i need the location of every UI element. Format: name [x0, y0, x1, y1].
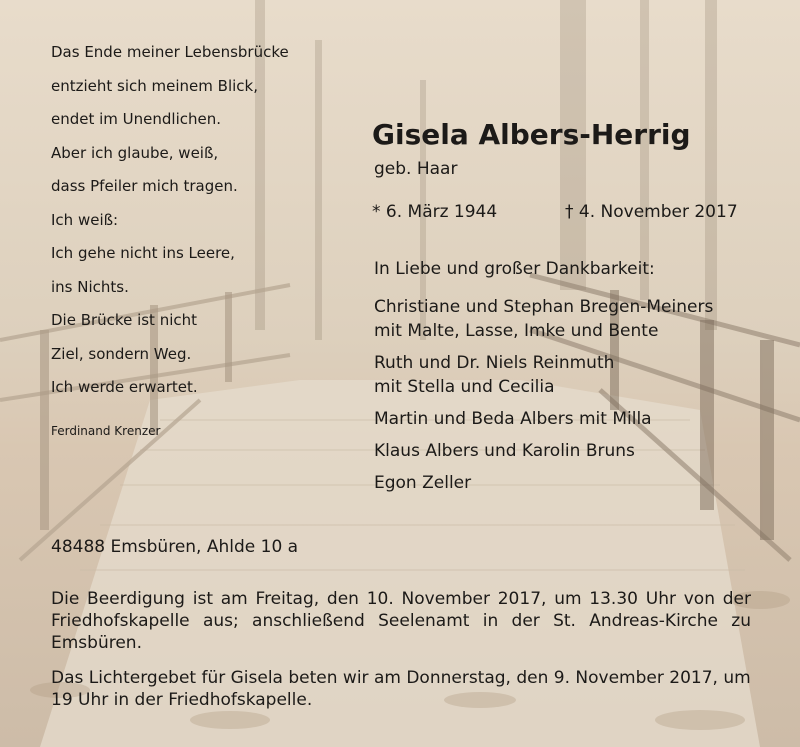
poem-line: Die Brücke ist nicht: [51, 311, 198, 329]
mourner-line: mit Stella und Cecilia: [374, 377, 555, 397]
poem-line: ins Nichts.: [51, 277, 129, 296]
deceased-name: Gisela Albers-Herrig: [372, 118, 691, 151]
mourners-list: [374, 295, 774, 503]
mourner-entry: [374, 407, 774, 431]
mourner-line: Christiane und Stephan Bregen-Meiners: [374, 297, 714, 317]
address: 48488 Emsbüren, Ahlde 10 a: [51, 537, 299, 557]
mourner-entry: [374, 439, 774, 463]
mourner-line: Ruth und Dr. Niels Reinmuth: [374, 353, 615, 373]
prayer-notice: Das Lichtergebet für Gisela beten wir am Donnerstag, den 9. November 2017, um 19 Uhr in der Friedhofskapelle.: [51, 668, 751, 710]
birth-date: * 6. März 1944: [372, 202, 498, 222]
mourner-line: Egon Zeller: [374, 473, 472, 493]
maiden-name: geb. Haar: [374, 159, 458, 179]
death-date: † 4. November 2017: [565, 202, 738, 222]
mourner-entry: [374, 295, 774, 343]
mourner-line: mit Malte, Lasse, Imke und Bente: [374, 321, 659, 341]
poem-author: Ferdinand Krenzer: [51, 424, 161, 438]
thanks-intro: In Liebe und großer Dankbarkeit:: [374, 259, 655, 279]
poem-line: endet im Unendlichen.: [51, 110, 222, 128]
poem: [51, 36, 301, 405]
poem-line: Ziel, sondern Weg.: [51, 344, 192, 363]
poem-line: Ich gehe nicht ins Leere,: [51, 244, 235, 262]
mourner-entry: [374, 351, 774, 399]
mourner-line: Klaus Albers und Karolin Bruns: [374, 441, 635, 461]
mourner-entry: [374, 471, 774, 495]
poem-line: Ich weiß:: [51, 210, 119, 229]
poem-line: Ich werde erwartet.: [51, 378, 198, 396]
poem-line: dass Pfeiler mich tragen.: [51, 177, 238, 195]
funeral-notice: Die Beerdigung ist am Freitag, den 10. November 2017, um 13.30 Uhr von der Friedhofskapelle aus; anschließend Seelenamt in der St. Andreas-Kirche zu Emsbüren.: [51, 589, 751, 653]
poem-line: entzieht sich meinem Blick,: [51, 76, 258, 95]
poem-line: Aber ich glaube, weiß,: [51, 143, 219, 162]
poem-line: Das Ende meiner Lebensbrücke: [51, 43, 289, 61]
mourner-line: Martin und Beda Albers mit Milla: [374, 409, 652, 429]
